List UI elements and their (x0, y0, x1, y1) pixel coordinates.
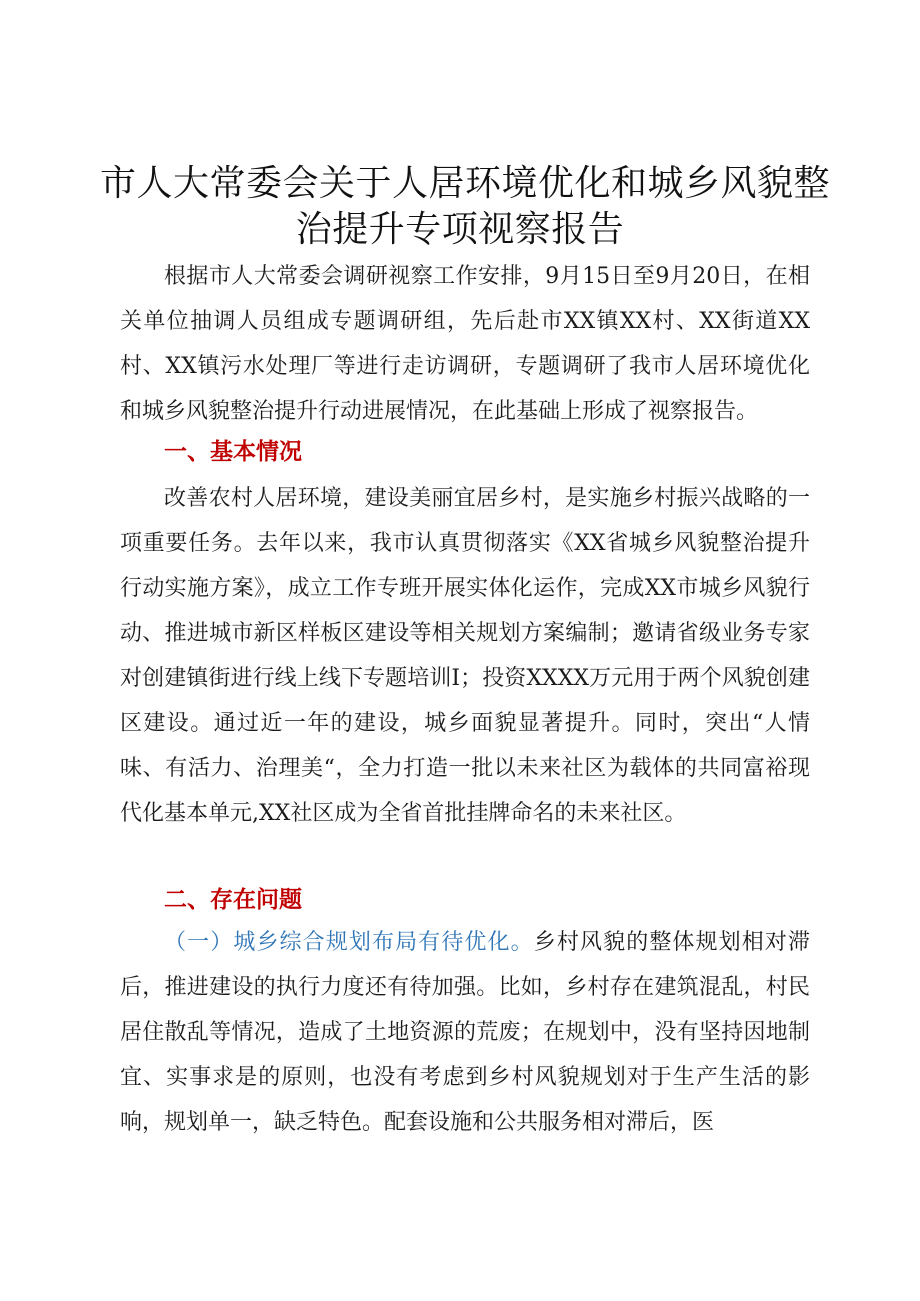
section-2-heading: 二、存在问题 (164, 887, 302, 913)
section-2-sub-body: 乡村风貌的整体规划相对滞后，推进建设的执行力度还有待加强。比如，乡村存在建筑混乱，村民居住散乱等情况，造成了土地资源的荒废；在规划中，没有坚持因地制宜、实事求是的原则，也没有考虑到乡村风貌规划对于生产生活的影响，规划单一，缺乏特色。配套设施和公共服务相对滞后，医 (120, 930, 810, 1135)
intro-paragraph: 根据市人大常委会调研视察工作安排，9月15日至9月20日，在相关单位抽调人员组成专题调研组，先后赴市XX镇XX村、XX街道XX村、XX镇污水处理厂等进行走访调研，专题调研了我市人居环境优化和城乡风貌整治提升行动进展情况，在此基础上形成了视察报告。 (120, 264, 810, 424)
section-2-subheading: （一）城乡综合规划布局有待优化。 (164, 930, 534, 955)
section-1-heading: 一、基本情况 (164, 439, 302, 465)
section-2-paragraph (120, 920, 810, 1145)
document-title-line-2: 治提升专项视察报告 (295, 209, 625, 250)
section-1-paragraph: 改善农村人居环境，建设美丽宜居乡村，是实施乡村振兴战略的一项重要任务。去年以来，我市认真贯彻落实《XX省城乡风貌整治提升行动实施方案》，成立工作专班开展实体化运作，完成XX市城乡风貌行动、推进城市新区样板区建设等相关规划方案编制；邀请省级业务专家对创建镇街进行线上线下专题培训I；投资XXXX万元用于两个风貌创建区建设。通过近一年的建设，城乡面貌显著提升。同时，突出“人情味、有活力、治理美“，全力打造一批以未来社区为载体的共同富裕现代化基本单元,XX社区成为全省首批挂牌命名的未来社区。 (120, 486, 810, 826)
document-title-line-1: 市人大常委会关于人居环境优化和城乡风貌整 (100, 163, 831, 204)
